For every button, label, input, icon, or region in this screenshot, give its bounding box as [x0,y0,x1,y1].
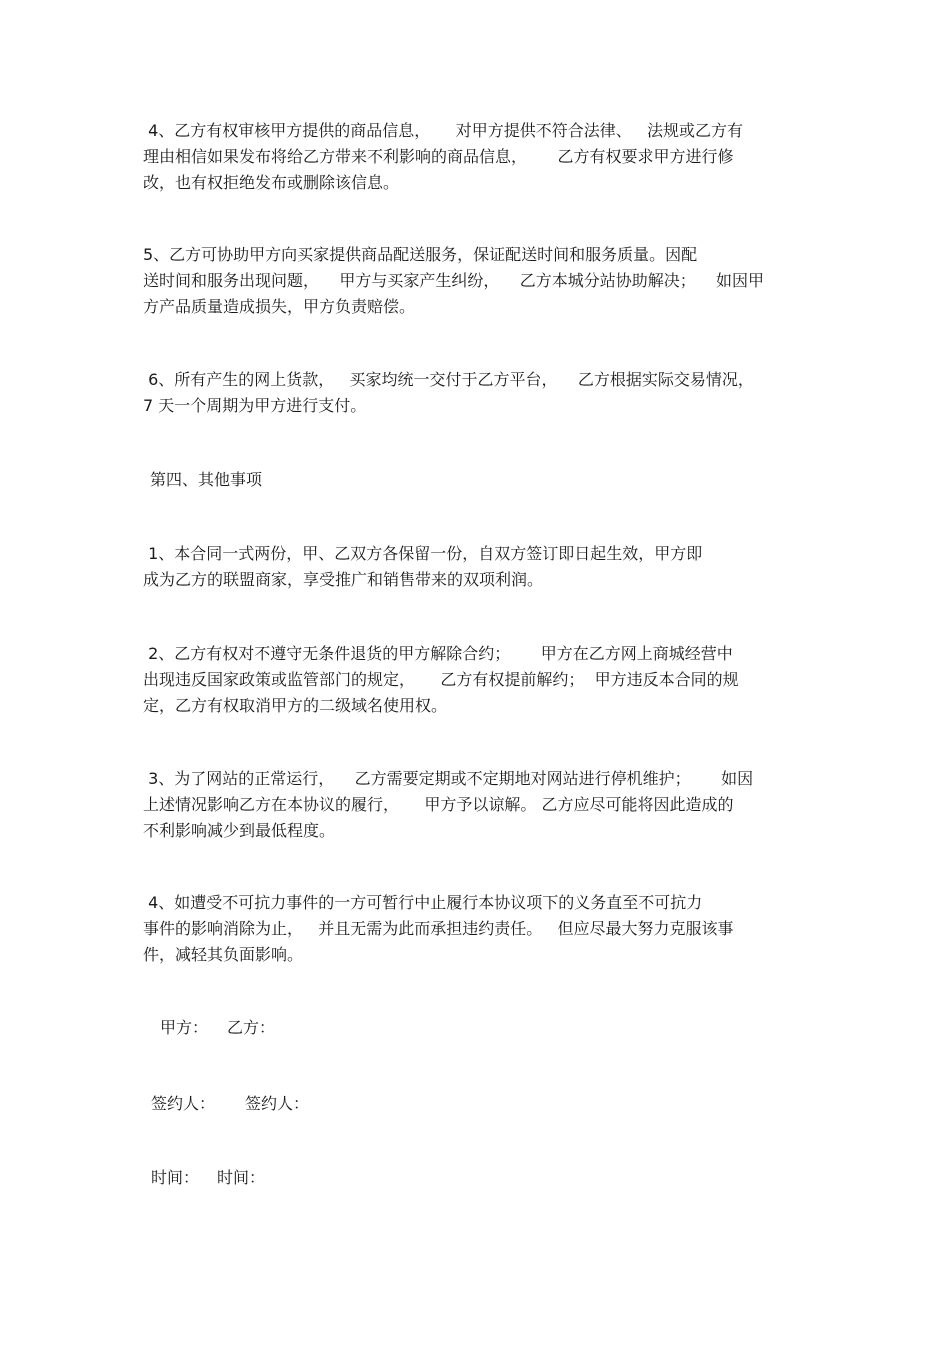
clause-6-payment [143,367,813,419]
text-line: 成为乙方的联盟商家，享受推广和销售带来的双项利润。 [143,570,544,589]
section-heading: 第四、其他事项 [150,470,263,489]
text-line: 4、乙方有权审核甲方提供的商品信息， 对甲方提供不符合法律、 法规或乙方有 [143,121,743,140]
signer-a-label: 签约人： [151,1094,216,1113]
time-b-label: 时间： [217,1168,266,1187]
clause-5-delivery [143,242,813,320]
clause-4-goods-review [143,118,813,196]
text-line: 2、乙方有权对不遵守无条件退货的甲方解除合约； 甲方在乙方网上商城经营中 [143,644,733,663]
section-4-clause-1 [143,541,813,593]
text-line: 5、乙方可协助甲方向买家提供商品配送服务，保证配送时间和服务质量。因配 [143,245,698,264]
text-line: 理由相信如果发布将给乙方带来不利影响的商品信息， 乙方有权要求甲方进行修 [143,147,734,166]
time-a-label: 时间： [151,1168,200,1187]
text-line: 定，乙方有权取消甲方的二级域名使用权。 [143,696,448,715]
text-line: 7 天一个周期为甲方进行支付。 [143,396,367,415]
text-line: 1、本合同一式两份，甲、乙双方各保留一份，自双方签订即日起生效，甲方即 [143,544,703,563]
text-line: 送时间和服务出现问题， 甲方与买家产生纠纷， 乙方本城分站协助解决； 如因甲 [143,271,765,290]
text-line: 上述情况影响乙方在本协议的履行， 甲方予以谅解。 乙方应尽可能将因此造成的 [143,795,734,814]
text-line: 件，减轻其负面影响。 [143,945,304,964]
text-line: 改，也有权拒绝发布或删除该信息。 [143,173,400,192]
party-a-label: 甲方： [160,1018,209,1037]
signer-b-label: 签约人： [245,1094,310,1113]
text-line: 4、如遭受不可抗力事件的一方可暂行中止履行本协议项下的义务直至不可抗力 [143,893,703,912]
section-4-clause-4 [143,890,813,968]
section-4-clause-2 [143,641,813,719]
text-line: 6、所有产生的网上货款， 买家均统一交付于乙方平台， 乙方根据实际交易情况， [143,370,754,389]
text-line: 出现违反国家政策或监管部门的规定， 乙方有权提前解约； 甲方违反本合同的规 [143,670,739,689]
text-line: 事件的影响消除为止， 并且无需为此而承担违约责任。 但应尽最大努力克服该事 [143,919,734,938]
section-4-clause-3 [143,766,813,844]
text-line: 不利影响减少到最低程度。 [143,821,336,840]
text-line: 方产品质量造成损失，甲方负责赔偿。 [143,297,416,316]
text-line: 3、为了网站的正常运行， 乙方需要定期或不定期地对网站进行停机维护； 如因 [143,769,754,788]
party-b-label: 乙方： [227,1018,276,1037]
